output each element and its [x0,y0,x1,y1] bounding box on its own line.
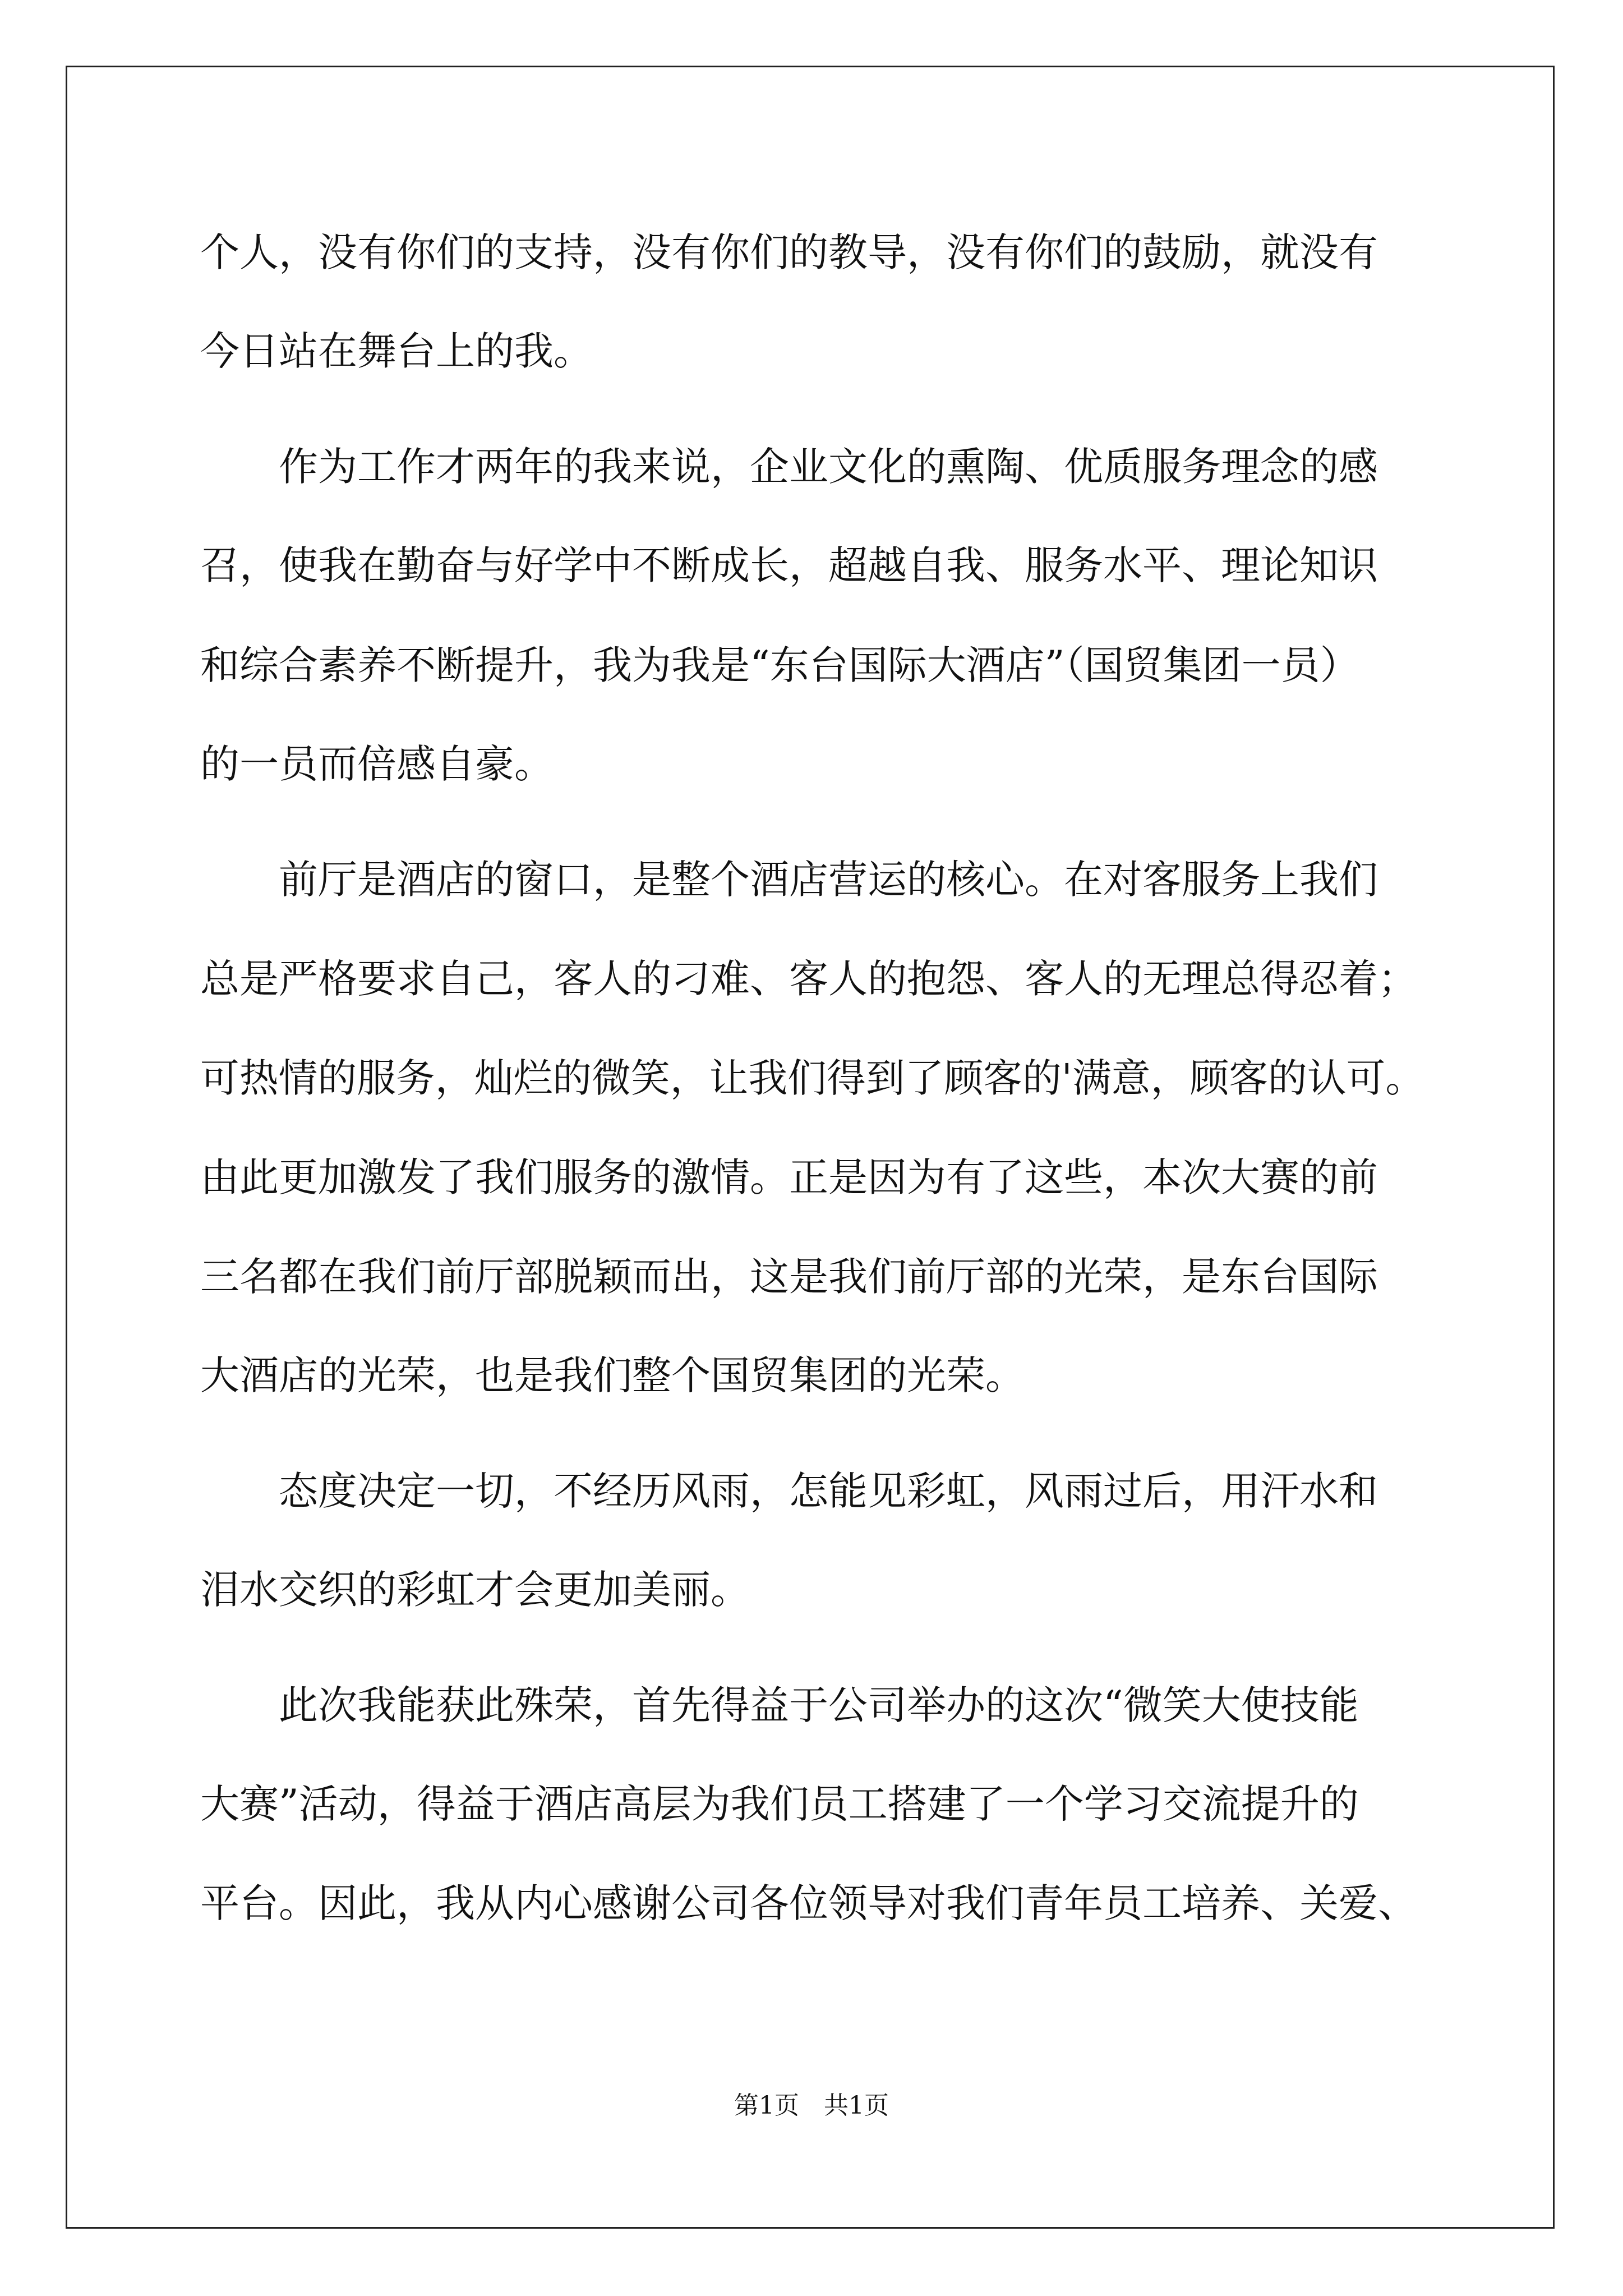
text-line: 前厅是酒店的窗口，是整个酒店营运的核心。在对客服务上我们 [200,857,1378,903]
page-number: 第1页 共1页 [734,2091,889,2120]
text-line: 此次我能获此殊荣，首先得益于公司举办的这次“微笑大使技能 [200,1682,1359,1728]
text-line: 平台。因此，我从内心感谢公司各位领导对我们青年员工培养、关爱、 [200,1880,1417,1926]
text-line: 和综合素养不断提升，我为我是“东台国际大酒店”（国贸集团一员） [200,642,1359,688]
text-line: 今日站在舞台上的我。 [200,328,593,374]
text-line: 大赛”活动，得益于酒店高层为我们员工搭建了一个学习交流提升的 [200,1781,1359,1827]
text-line: 的一员而倍感自豪。 [200,741,554,787]
text-line: 泪水交织的彩虹才会更加美丽。 [200,1567,750,1613]
text-line: 召，使我在勤奋与好学中不断成长，超越自我、服务水平、理论知识 [200,542,1378,588]
text-line: 由此更加激发了我们服务的激情。正是因为有了这些，本次大赛的前 [200,1154,1378,1200]
text-line: 可热情的服务，灿烂的微笑，让我们得到了顾客的'满意，顾客的认可。 [200,1055,1425,1101]
text-line: 作为工作才两年的我来说，企业文化的熏陶、优质服务理念的感 [200,444,1378,490]
text-line: 三名都在我们前厅部脱颖而出，这是我们前厅部的光荣，是东台国际 [200,1254,1378,1300]
text-line: 总是严格要求自己，客人的刁难、客人的抱怨、客人的无理总得忍着； [200,956,1417,1002]
text-line: 个人，没有你们的支持，没有你们的教导，没有你们的鼓励，就没有 [200,229,1378,275]
text-line: 大酒店的光荣，也是我们整个国贸集团的光荣。 [200,1352,1025,1398]
text-line: 态度决定一切，不经历风雨，怎能见彩虹，风雨过后，用汗水和 [200,1468,1378,1514]
